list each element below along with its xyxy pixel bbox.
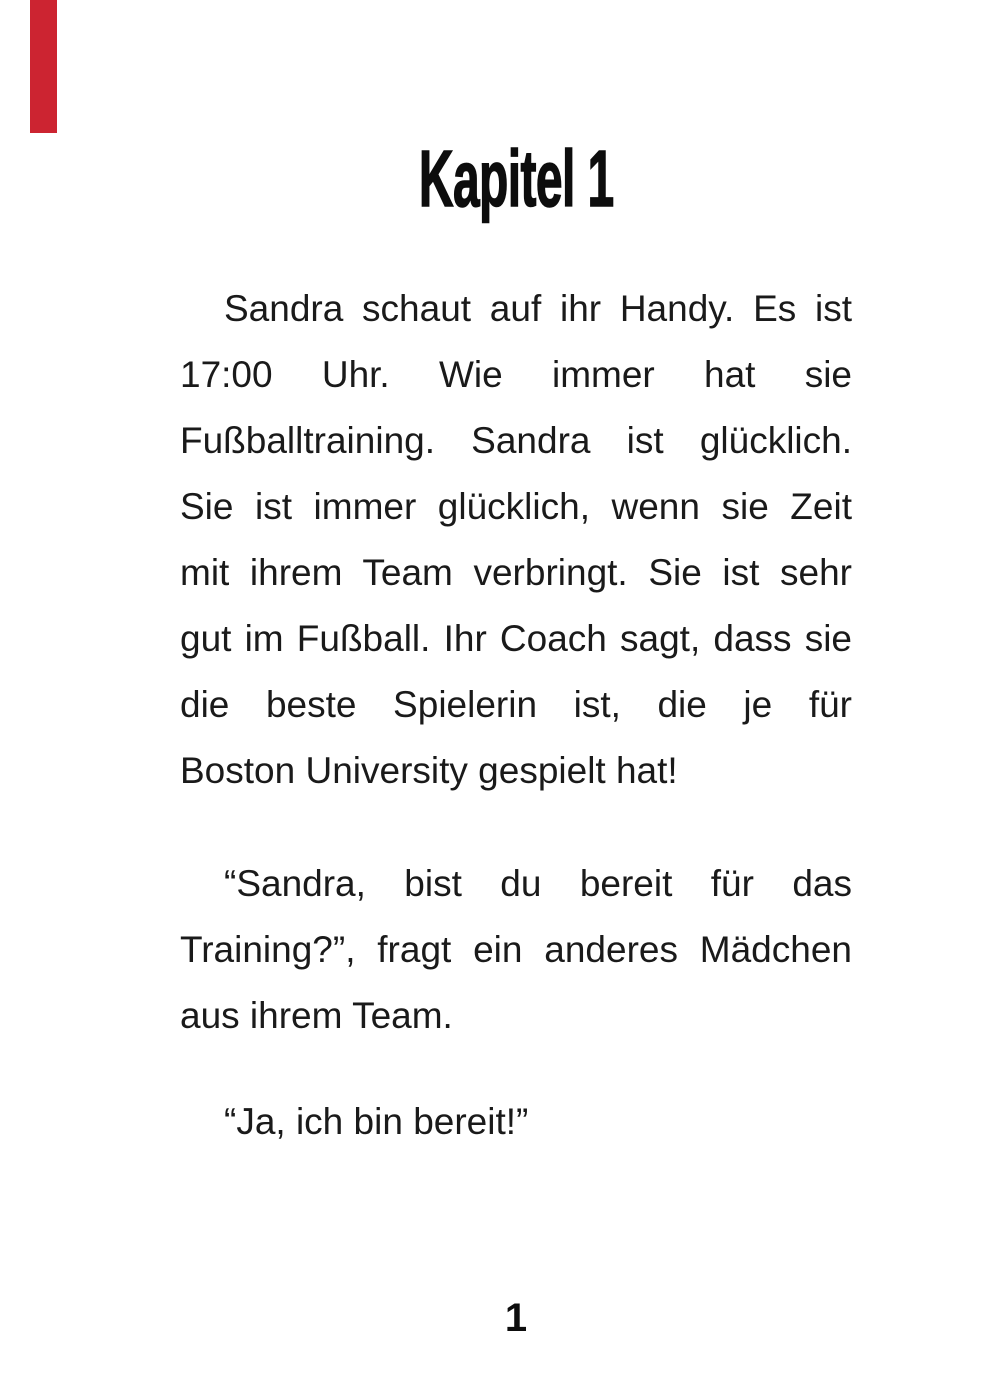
page-number: 1 [504, 1296, 528, 1340]
text-line: Boston University gespielt hat! [180, 750, 678, 791]
text-line: “Ja, ich bin bereit!” [224, 1101, 529, 1142]
chapter-title [180, 134, 852, 223]
text-line: aus ihrem Team. [180, 995, 453, 1036]
bookmark-ribbon[interactable] [30, 0, 57, 133]
text-line: die beste Spielerin ist, die je für [180, 684, 852, 725]
paragraph-1 [180, 276, 852, 804]
chapter-title-text: Kapitel 1 [418, 134, 614, 223]
text-line: 17:00 Uhr. Wie immer hat sie [180, 354, 852, 395]
text-line: mit ihrem Team verbringt. Sie ist sehr [180, 552, 852, 593]
text-line: Sie ist immer glücklich, wenn sie Zeit [180, 486, 852, 527]
text-line: Fußballtraining. Sandra ist glücklich. [180, 420, 852, 461]
text-line: Training?”, fragt ein anderes Mädchen [180, 929, 852, 970]
text-line: Sandra schaut auf ihr Handy. Es ist [224, 288, 852, 329]
text-line: “Sandra, bist du bereit für das [224, 863, 852, 904]
paragraph-3 [180, 1089, 852, 1155]
paragraph-2 [180, 851, 852, 1049]
text-line: gut im Fußball. Ihr Coach sagt, dass sie [180, 618, 852, 659]
